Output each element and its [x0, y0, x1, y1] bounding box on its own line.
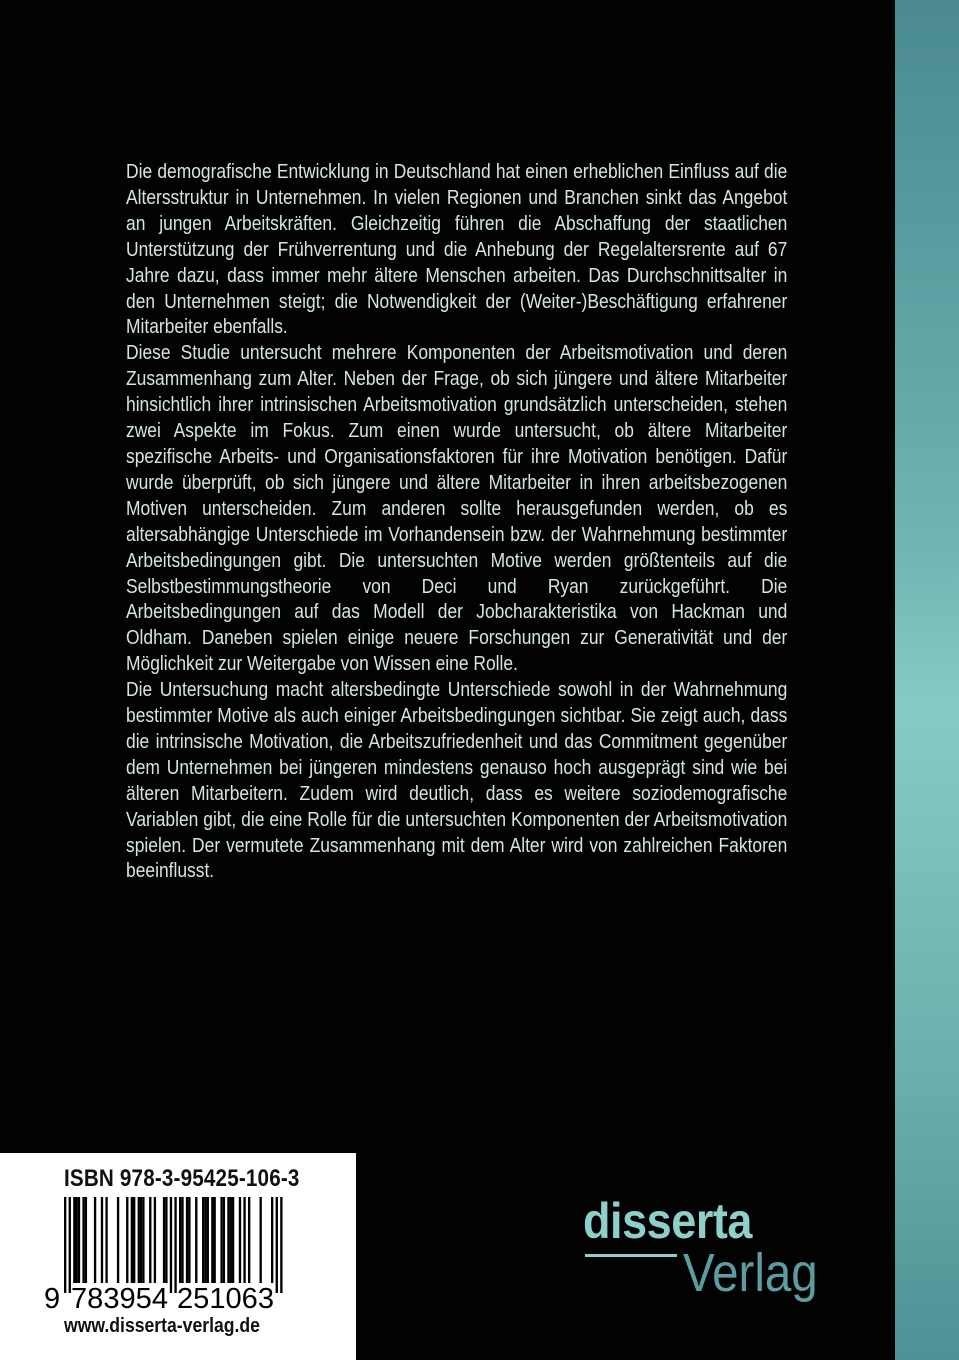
blurb-paragraph-2: Diese Studie untersucht mehrere Komponenten der Arbeitsmotivation und deren Zusammenhang zum Alter. Neben der Frage, ob sich jüngere und ältere Mitarbeiter hinsichtlich ihrer intrinsischen Arbeitsmotivation grundsätzlich unterscheiden, stehen zwei Aspekte im Fokus. Zum einen wurde untersucht, ob ältere Mitarbeiter spezifische Arbeits- und Organisationsfaktoren für ihre Motivation benötigen. Dafür wurde überprüft, ob sich jüngere und ältere Mitarbeiter in ihren arbeitsbezogenen Motiven unterscheiden. Zum anderen sollte herausgefunden werden, ob es altersabhängige Unterschiede im Vorhandensein bzw. der Wahrnehmung bestimmter Arbeitsbedingungen gibt. Die untersuchten Motive werden größtenteils auf die Selbstbestimmungstheorie von Deci und Ryan zurückgeführt. Die Arbeitsbedingungen auf das Modell der Jobcharakteristika von Hackman und Oldham. Daneben spielen einige neuere Forschungen zur Generativität und der Möglichkeit zur Weitergabe von Wissen eine Rolle.: [126, 341, 788, 676]
isbn-label: ISBN 978-3-95425-106-3: [64, 1165, 300, 1192]
blurb-paragraph-1: Die demografische Entwicklung in Deutschland hat einen erheblichen Einfluss auf die Altersstruktur in Unternehmen. In vielen Regionen und Branchen sinkt das Angebot an jungen Arbeitskräften. Gleichzeitig führen die Abschaffung der staatlichen Unterstützung der Frühverrentung und die Anhebung der Regelaltersrente auf 67 Jahre dazu, dass immer mehr ältere Menschen arbeiten. Das Durchschnittsalter in den Unternehmen steigt; die Notwendigkeit der (Weiter-)Beschäftigung erfahrener Mitarbeiter ebenfalls.: [126, 160, 788, 339]
logo-wordmark: disserta: [583, 1193, 753, 1249]
publisher-url: www.disserta-verlag.de: [64, 1315, 260, 1337]
publisher-logo: [583, 1193, 853, 1316]
logo-underline: [585, 1254, 677, 1257]
barcode-right-digits: 251063: [177, 1283, 274, 1311]
blurb-paragraph-3: Die Untersuchung macht altersbedingte Unterschiede sowohl in der Wahrnehmung bestimmter Motive als auch einiger Arbeitsbedingungen sichtbar. Sie zeigt auch, dass die intrinsische Motivation, die Arbeitszufriedenheit und das Commitment gegenüber dem Unternehmen bei jüngeren mindestens genauso hoch ausgeprägt sind wie bei älteren Mitarbeitern. Zudem wird deutlich, dass es weitere soziodemografische Variablen gibt, die eine Rolle für die untersuchten Komponenten der Arbeitsmotivation spielen. Der vermutete Zusammenhang mit dem Alter wird von zahlreichen Faktoren beeinflusst.: [126, 678, 788, 883]
logo-subtitle: Verlag: [683, 1243, 818, 1303]
teal-spine-strip: [895, 0, 959, 1360]
barcode-first-digit: 9: [44, 1283, 61, 1311]
blurb-text: [126, 159, 787, 884]
isbn-barcode-box: [0, 1153, 356, 1360]
barcode-icon: [40, 1197, 300, 1311]
barcode-left-digits: 783954: [71, 1283, 168, 1311]
